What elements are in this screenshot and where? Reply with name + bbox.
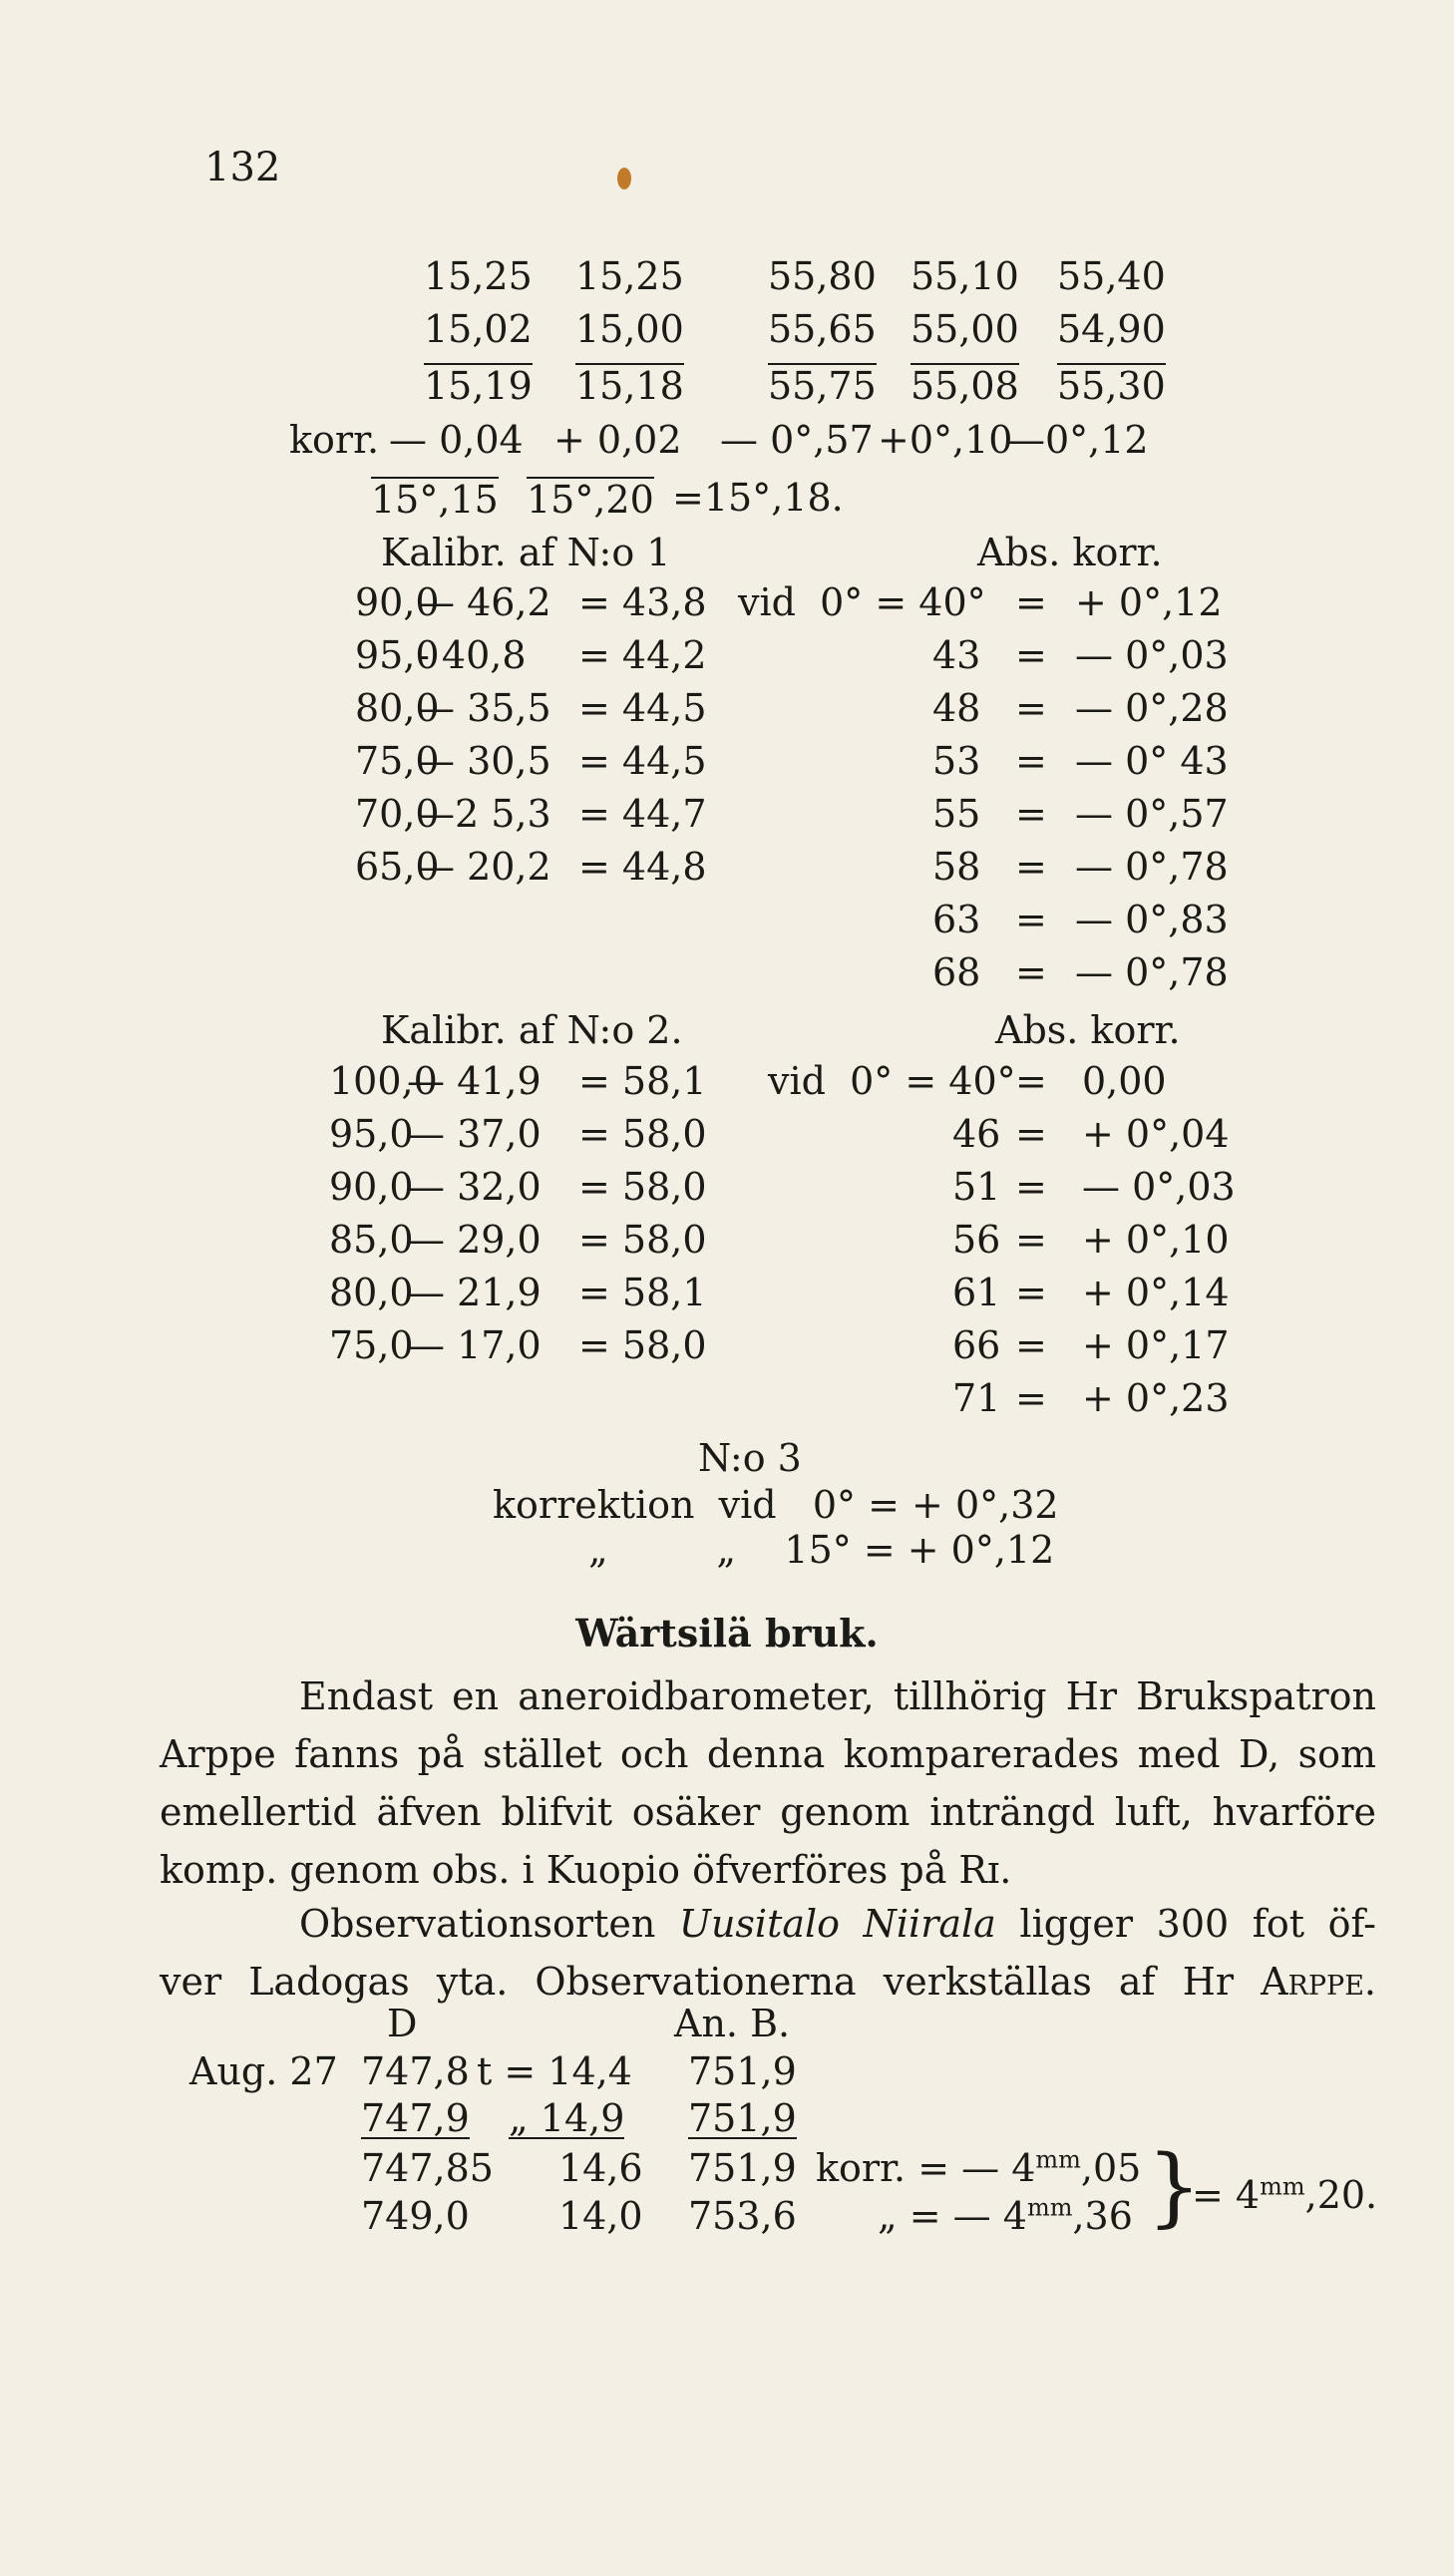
cell: 55,40 bbox=[1057, 254, 1166, 298]
calib-c-cell: = 44,7 bbox=[578, 792, 707, 836]
calib-a-cell: 100,0 bbox=[329, 1059, 438, 1103]
calib-a-cell: 80,0 bbox=[329, 1271, 414, 1314]
calib-a-cell: 90,0 bbox=[355, 580, 440, 624]
korr-value: — 0,04 bbox=[389, 418, 524, 462]
calib-vid-cell: 61 bbox=[952, 1271, 1001, 1314]
calib-d-cell: = bbox=[1015, 1165, 1047, 1209]
paragraph-1 bbox=[160, 1667, 1376, 1899]
korr-num: ,05 bbox=[1080, 2146, 1142, 2190]
korr-label: korr. bbox=[289, 418, 380, 462]
text-run: Observationsorten bbox=[299, 1902, 679, 1946]
anb-value: 751,9 bbox=[688, 2096, 797, 2140]
cell: 54,90 bbox=[1057, 307, 1166, 351]
d-value: 747,9 bbox=[361, 2096, 470, 2140]
kalibr1-abs-header: Abs. korr. bbox=[977, 531, 1163, 574]
col-header-anb: An. B. bbox=[674, 2002, 791, 2045]
unit-sup: mm bbox=[1260, 2172, 1305, 2201]
cell: 55,10 bbox=[910, 254, 1019, 298]
temp-value: 14,0 bbox=[558, 2194, 643, 2238]
calib-a-cell: 95,0 bbox=[355, 633, 440, 677]
korr-text: „ = — 4 bbox=[878, 2194, 1027, 2238]
result: 15°,20 bbox=[527, 478, 654, 522]
calib-e-cell: + 0°,23 bbox=[1082, 1376, 1230, 1420]
observer-name: Arppe. bbox=[1261, 1960, 1376, 2004]
text-run: ver Ladogas yta. Observationerna verkställas af Hr bbox=[160, 1960, 1262, 2004]
calib-vid-cell: 53 bbox=[932, 739, 981, 783]
cell: 15,00 bbox=[575, 307, 684, 351]
calib-a-cell: 95,0 bbox=[329, 1112, 414, 1156]
month-label: Aug. 27 bbox=[189, 2049, 338, 2093]
calib-a-cell: 85,0 bbox=[329, 1218, 414, 1262]
calib-b-cell: — 29,0 bbox=[407, 1218, 542, 1262]
result-value bbox=[1192, 2172, 1378, 2217]
calib-e-cell: — 0°,83 bbox=[1075, 898, 1229, 941]
calib-c-cell: = 44,2 bbox=[578, 633, 707, 677]
cell: 55,08 bbox=[910, 364, 1019, 408]
temp-value: 14,6 bbox=[558, 2146, 643, 2190]
text-run: ligger 300 fot öf- bbox=[995, 1902, 1377, 1946]
text-line bbox=[160, 1895, 1376, 1953]
cell: 55,65 bbox=[768, 307, 877, 351]
text-line: Endast en aneroidbarometer, tillhörig Hr Brukspatron bbox=[299, 1674, 1376, 1718]
calib-d-cell: = bbox=[1015, 739, 1047, 783]
right-brace: } bbox=[1147, 2137, 1202, 2237]
calib-vid-cell: 63 bbox=[932, 898, 981, 941]
calib-d-cell: = bbox=[1015, 686, 1047, 730]
calib-c-cell: = 44,8 bbox=[578, 845, 707, 889]
calib-e-cell: — 0°,78 bbox=[1075, 845, 1229, 889]
calib-c-cell: = 58,1 bbox=[578, 1271, 707, 1314]
calib-b-cell: — 17,0 bbox=[407, 1323, 542, 1367]
calib-d-cell: = bbox=[1015, 1376, 1047, 1420]
text-line: komp. genom obs. i Kuopio öfverföres på Rɪ. bbox=[160, 1848, 1012, 1892]
calib-c-cell: = 58,0 bbox=[578, 1112, 707, 1156]
cell: 55,75 bbox=[768, 364, 877, 408]
calib-d-cell: = bbox=[1015, 898, 1047, 941]
calib-e-cell: + 0°,04 bbox=[1082, 1112, 1230, 1156]
calib-b-cell: — 30,5 bbox=[417, 739, 551, 783]
calib-vid-cell: 71 bbox=[952, 1376, 1001, 1420]
calib-e-cell: — 0°,03 bbox=[1082, 1165, 1236, 1209]
calib-c-cell: = 44,5 bbox=[578, 739, 707, 783]
text-line: emellertid äfven blifvit osäker genom inträngd luft, hvarföre bbox=[160, 1790, 1376, 1834]
calib-a-cell: 90,0 bbox=[329, 1165, 414, 1209]
d-value: 747,85 bbox=[361, 2146, 494, 2190]
calib-d-cell: = bbox=[1015, 580, 1047, 624]
calib-b-cell: - 40,8 bbox=[417, 633, 527, 677]
calib-b-cell: — 46,2 bbox=[417, 580, 551, 624]
calib-vid-cell: 58 bbox=[932, 845, 981, 889]
cell: 15,25 bbox=[575, 254, 684, 298]
calib-b-cell: — 20,2 bbox=[417, 845, 551, 889]
calib-d-cell: = bbox=[1015, 1271, 1047, 1314]
calib-d-cell: = bbox=[1015, 950, 1047, 994]
calib-vid-cell: 55 bbox=[932, 792, 981, 836]
calib-c-cell: = 58,1 bbox=[578, 1059, 707, 1103]
calib-e-cell: — 0°,28 bbox=[1075, 686, 1229, 730]
calib-e-cell: — 0°,57 bbox=[1075, 792, 1229, 836]
calib-d-cell: = bbox=[1015, 1059, 1047, 1103]
calib-d-cell: = bbox=[1015, 792, 1047, 836]
korr-value: +0°,10 bbox=[878, 418, 1013, 462]
result: 15°,15 bbox=[371, 478, 499, 522]
korr-value: — 0°,57 bbox=[720, 418, 874, 462]
place-name: Uusitalo Niirala bbox=[678, 1902, 996, 1946]
calib-e-cell: — 0° 43 bbox=[1075, 739, 1229, 783]
calib-d-cell: = bbox=[1015, 633, 1047, 677]
result-num: ,20. bbox=[1304, 2173, 1378, 2217]
anb-value: 751,9 bbox=[688, 2146, 797, 2190]
temp-value: „ 14,9 bbox=[509, 2096, 625, 2140]
calib-e-cell: — 0°,03 bbox=[1075, 633, 1229, 677]
unit-sup: mm bbox=[1026, 2193, 1073, 2222]
calib-c-cell: = 58,0 bbox=[578, 1323, 707, 1367]
calib-e-cell: + 0°,10 bbox=[1082, 1218, 1230, 1262]
calib-b-cell: — 41,9 bbox=[407, 1059, 542, 1103]
calib-d-cell: = bbox=[1015, 1112, 1047, 1156]
korr-text: korr. = — 4 bbox=[816, 2146, 1036, 2190]
calib-vid-cell: vid 0° = 40° bbox=[738, 580, 986, 624]
temp-value: t = 14,4 bbox=[477, 2049, 632, 2093]
paragraph-2 bbox=[160, 1895, 1376, 2011]
calib-vid-cell: 56 bbox=[952, 1218, 1001, 1262]
cell: 15,19 bbox=[424, 364, 533, 408]
d-value: 749,0 bbox=[361, 2194, 470, 2238]
calib-c-cell: = 44,5 bbox=[578, 686, 707, 730]
text-line: Arppe fanns på stället och denna komparerades med D, som bbox=[160, 1732, 1376, 1776]
korr-value: + 0,02 bbox=[553, 418, 682, 462]
calib-vid-cell: 43 bbox=[932, 633, 981, 677]
cell: 55,80 bbox=[768, 254, 877, 298]
page-number: 132 bbox=[204, 145, 281, 190]
calib-d-cell: = bbox=[1015, 1323, 1047, 1367]
result-text: = 4 bbox=[1192, 2173, 1261, 2217]
calib-b-cell: — 32,0 bbox=[407, 1165, 542, 1209]
calib-b-cell: — 37,0 bbox=[407, 1112, 542, 1156]
kalibr1-title: Kalibr. af N:o 1 bbox=[381, 531, 671, 574]
korr-value: —0°,12 bbox=[1007, 418, 1149, 462]
cell: 55,00 bbox=[910, 307, 1019, 351]
calib-a-cell: 80,0 bbox=[355, 686, 440, 730]
kalibr2-abs-header: Abs. korr. bbox=[995, 1008, 1181, 1052]
calib-e-cell: + 0°,14 bbox=[1082, 1271, 1230, 1314]
calib-vid-cell: 51 bbox=[952, 1165, 1001, 1209]
calib-a-cell: 65,0 bbox=[355, 845, 440, 889]
calib-c-cell: = 58,0 bbox=[578, 1165, 707, 1209]
korr-value bbox=[878, 2193, 1133, 2238]
calib-b-cell: — 21,9 bbox=[407, 1271, 542, 1314]
calib-c-cell: = 43,8 bbox=[578, 580, 707, 624]
calib-a-cell: 75,0 bbox=[329, 1323, 414, 1367]
no3-title: N:o 3 bbox=[698, 1436, 802, 1480]
cell: 15,18 bbox=[575, 364, 684, 408]
calib-d-cell: = bbox=[1015, 845, 1047, 889]
calib-e-cell: + 0°,12 bbox=[1075, 580, 1223, 624]
section-heading: Wärtsilä bruk. bbox=[575, 1611, 879, 1656]
calib-a-cell: 70,0 bbox=[355, 792, 440, 836]
calib-b-cell: — 35,5 bbox=[417, 686, 551, 730]
calib-c-cell: = 58,0 bbox=[578, 1218, 707, 1262]
cell: 55,30 bbox=[1057, 364, 1166, 408]
no3-line1: korrektion vid 0° = + 0°,32 bbox=[493, 1483, 1059, 1527]
calib-vid-cell: 68 bbox=[932, 950, 981, 994]
result: =15°,18. bbox=[672, 476, 844, 520]
calib-d-cell: = bbox=[1015, 1218, 1047, 1262]
calib-e-cell: — 0°,78 bbox=[1075, 950, 1229, 994]
calib-e-cell: + 0°,17 bbox=[1082, 1323, 1230, 1367]
anb-value: 753,6 bbox=[688, 2194, 797, 2238]
anb-value: 751,9 bbox=[688, 2049, 797, 2093]
no3-line2: „ „ 15° = + 0°,12 bbox=[588, 1528, 1055, 1572]
calib-vid-cell: 66 bbox=[952, 1323, 1001, 1367]
calib-vid-cell: vid 0° = 40° bbox=[768, 1059, 1016, 1103]
calib-a-cell: 75,0 bbox=[355, 739, 440, 783]
unit-sup: mm bbox=[1035, 2145, 1081, 2174]
d-value: 747,8 bbox=[361, 2049, 470, 2093]
calib-e-cell: 0,00 bbox=[1082, 1059, 1167, 1103]
korr-value bbox=[816, 2145, 1142, 2190]
ink-spot bbox=[617, 168, 631, 189]
kalibr2-title: Kalibr. af N:o 2. bbox=[381, 1008, 683, 1052]
cell: 15,02 bbox=[424, 307, 533, 351]
calib-vid-cell: 48 bbox=[932, 686, 981, 730]
calib-vid-cell: 46 bbox=[952, 1112, 1001, 1156]
korr-num: ,36 bbox=[1072, 2194, 1133, 2238]
col-header-d: D bbox=[387, 2002, 418, 2045]
calib-b-cell: —2 5,3 bbox=[417, 792, 551, 836]
cell: 15,25 bbox=[424, 254, 533, 298]
